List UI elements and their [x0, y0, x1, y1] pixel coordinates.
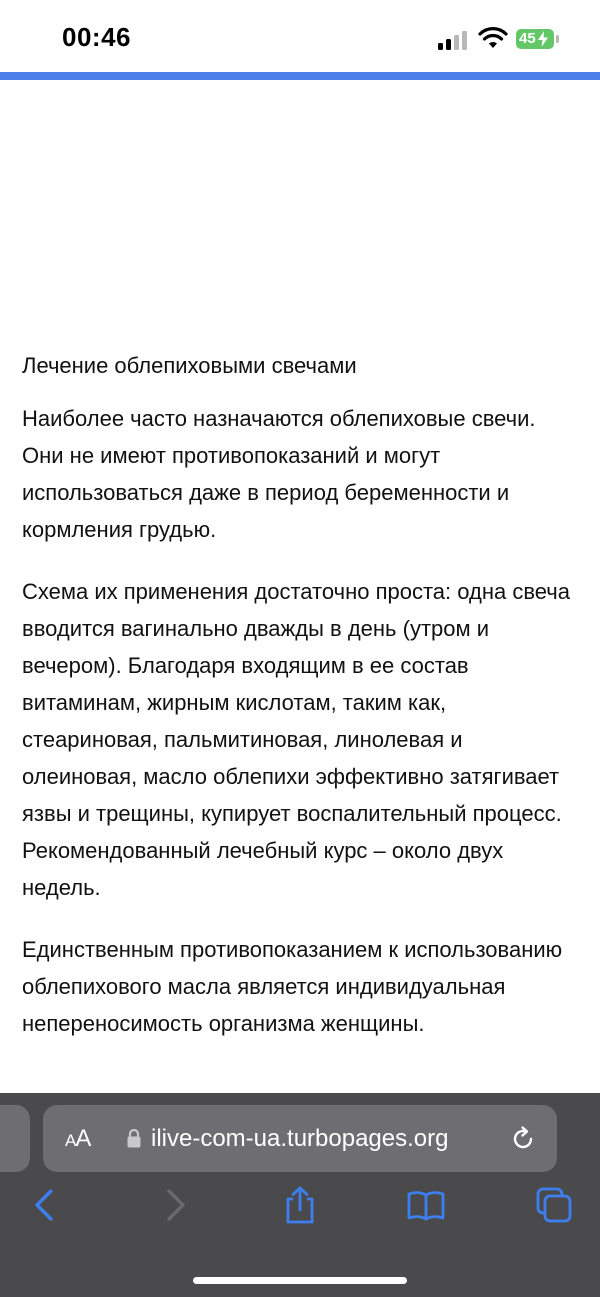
status-bar: [0, 0, 600, 72]
battery-cap: [556, 35, 559, 43]
address-bar[interactable]: [43, 1105, 557, 1172]
url-text[interactable]: ilive-com-ua.turbopages.org: [151, 1125, 449, 1152]
chevron-right-icon[interactable]: [155, 1185, 195, 1225]
browser-chrome: [0, 1093, 600, 1297]
cellular-signal-icon: [438, 30, 470, 50]
chevron-left-icon[interactable]: [26, 1185, 66, 1225]
status-time: 00:46: [62, 22, 131, 52]
charging-bolt-icon: [537, 31, 549, 47]
browser-toolbar: [0, 1185, 600, 1245]
battery-level: 45: [519, 30, 536, 47]
home-indicator[interactable]: [193, 1277, 407, 1284]
share-icon[interactable]: [280, 1185, 320, 1225]
article-paragraph: Наиболее часто назначаются облепиховые свечи. Они не имеют противопоказаний и могут использоваться даже в период беременности и кормления грудью.: [22, 406, 536, 542]
lock-icon: [127, 1128, 141, 1148]
book-icon[interactable]: [406, 1185, 446, 1225]
article-content: [22, 348, 578, 1067]
article-heading: Лечение облепиховыми свечами: [22, 353, 357, 378]
tabs-icon[interactable]: [534, 1185, 574, 1225]
article-paragraph: Схема их применения достаточно проста: одна свеча вводится вагинально дважды в день (утром и вечером). Благодаря входящим в ее состав витаминам, жирным кислотам, таким как, стеариновая, пальмитиновая, линолевая и олеиновая, масло облепихи эффективно затягивает язвы и трещины, купирует воспалительный процесс. Рекомендованный лечебный курс – около двух недель.: [22, 579, 570, 900]
aa-small-letter: A: [65, 1131, 76, 1150]
reader-text-size-button[interactable]: [65, 1125, 90, 1155]
reload-icon[interactable]: [509, 1125, 537, 1153]
article-paragraph: Единственным противопоказанием к использованию облепихового масла является индивидуальная непереносимость организма женщины.: [22, 937, 563, 1036]
reading-progress-bar: [0, 72, 600, 80]
wifi-icon: [478, 26, 508, 50]
reading-progress-fill: [0, 72, 600, 80]
aa-large-letter: A: [75, 1125, 91, 1152]
previous-tab-peek[interactable]: [0, 1105, 30, 1172]
